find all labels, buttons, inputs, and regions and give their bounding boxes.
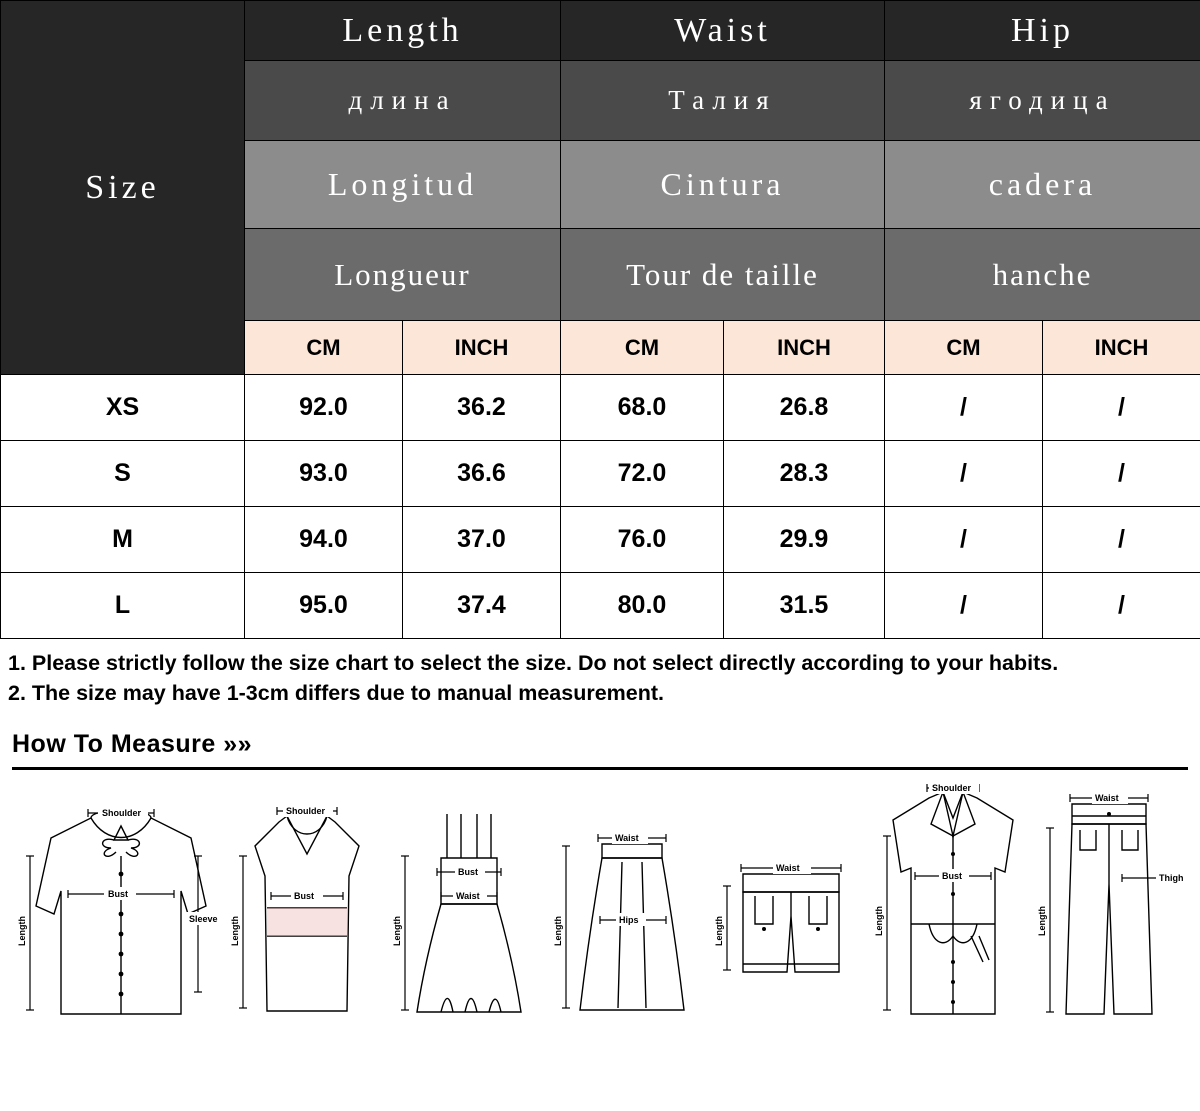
row-size-label: L [1, 573, 245, 639]
figure-label: Shoulder [931, 783, 971, 794]
row-size-label: XS [1, 375, 245, 441]
figure-label: Thigh [1158, 873, 1184, 884]
col-header-length-es: Longitud [245, 141, 561, 229]
table-row [1, 375, 1200, 441]
row-size-label: M [1, 507, 245, 573]
cell-hip-inch: / [1043, 375, 1200, 441]
figure-label: Shoulder [102, 808, 142, 819]
how-to-measure-title: How To Measure »» [12, 730, 253, 759]
blouse-figure-icon [16, 796, 226, 1026]
unit-length-inch: INCH [403, 321, 561, 375]
cell-hip-inch: / [1043, 441, 1200, 507]
skirt-figure-icon [550, 796, 710, 1026]
table-row [1, 441, 1200, 507]
cell-hip-cm: / [885, 573, 1043, 639]
col-header-hip-ru: ягодица [885, 61, 1200, 141]
cell-length-inch: 36.6 [403, 441, 561, 507]
cell-waist-inch: 29.9 [724, 507, 885, 573]
cell-hip-inch: / [1043, 507, 1200, 573]
unit-hip-inch: INCH [1043, 321, 1200, 375]
cell-hip-cm: / [885, 375, 1043, 441]
cell-hip-cm: / [885, 507, 1043, 573]
col-header-hip-fr: hanche [885, 229, 1200, 321]
cell-waist-cm: 72.0 [561, 441, 724, 507]
col-header-hip-en: Hip [885, 1, 1200, 61]
figure-label: Length [714, 916, 725, 947]
figure-label: Length [230, 916, 241, 947]
col-header-length-fr: Longueur [245, 229, 561, 321]
cell-waist-cm: 68.0 [561, 375, 724, 441]
measure-figures [12, 770, 1188, 1026]
figure-label: Length [552, 916, 563, 947]
cell-length-inch: 37.0 [403, 507, 561, 573]
dress-figure-icon [389, 796, 549, 1026]
unit-waist-cm: CM [561, 321, 724, 375]
figure-label: Waist [455, 891, 480, 902]
cell-hip-cm: / [885, 441, 1043, 507]
cell-length-cm: 95.0 [245, 573, 403, 639]
col-header-waist-fr: Tour de taille [561, 229, 885, 321]
table-row [1, 573, 1200, 639]
figure-label: Bust [294, 891, 315, 902]
cell-waist-cm: 80.0 [561, 573, 724, 639]
col-header-waist-es: Cintura [561, 141, 885, 229]
cell-length-cm: 92.0 [245, 375, 403, 441]
figure-label: Bust [457, 867, 478, 878]
unit-hip-cm: CM [885, 321, 1043, 375]
col-header-waist-en: Waist [561, 1, 885, 61]
cell-length-inch: 36.2 [403, 375, 561, 441]
figure-label: Length [391, 916, 402, 947]
cell-hip-inch: / [1043, 573, 1200, 639]
cell-length-cm: 93.0 [245, 441, 403, 507]
coat-figure-icon [873, 776, 1033, 1026]
note-line-2: 2. The size may have 1-3cm differs due to manual measurement. [8, 680, 664, 705]
cell-waist-inch: 28.3 [724, 441, 885, 507]
unit-length-cm: CM [245, 321, 403, 375]
cell-waist-cm: 76.0 [561, 507, 724, 573]
row-size-label: S [1, 441, 245, 507]
col-header-length-en: Length [245, 1, 561, 61]
size-notes [0, 639, 1200, 708]
figure-label: Length [1036, 906, 1047, 937]
unit-waist-inch: INCH [724, 321, 885, 375]
how-to-measure-section [0, 708, 1200, 1026]
figure-label: Bust [941, 871, 962, 882]
cell-length-inch: 37.4 [403, 573, 561, 639]
figure-label: Waist [776, 863, 800, 874]
figure-label: Hips [618, 915, 639, 926]
col-header-waist-ru: Талия [561, 61, 885, 141]
cell-length-cm: 94.0 [245, 507, 403, 573]
figure-label: Length [17, 916, 27, 947]
tank-top-figure-icon [227, 796, 387, 1026]
note-line-1: 1. Please strictly follow the size chart to select the size. Do not select directly according to your habits. [8, 651, 1059, 675]
figure-label: Shoulder [286, 806, 326, 817]
figure-label: Bust [108, 889, 128, 900]
size-header-cell: Size [1, 1, 245, 375]
shorts-figure-icon [711, 796, 871, 1026]
figure-label: Waist [1094, 793, 1119, 804]
figure-label: Sleeve [189, 914, 218, 925]
table-row [1, 507, 1200, 573]
figure-label: Waist [614, 833, 639, 844]
header-row-english [1, 1, 1200, 61]
cell-waist-inch: 26.8 [724, 375, 885, 441]
pants-figure-icon [1034, 776, 1184, 1026]
figure-label: Length [873, 906, 884, 937]
col-header-hip-es: cadera [885, 141, 1200, 229]
cell-waist-inch: 31.5 [724, 573, 885, 639]
col-header-length-ru: длина [245, 61, 561, 141]
